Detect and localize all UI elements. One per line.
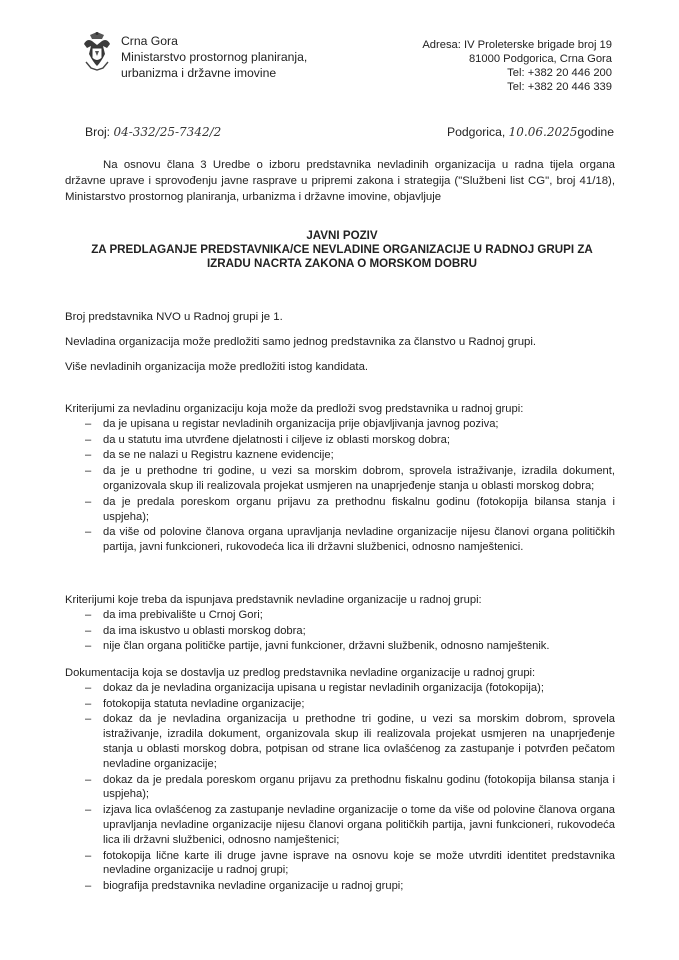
list-item: – fotokopija statuta nevladine organizacije; <box>85 697 615 712</box>
criteria-org-section <box>65 402 615 556</box>
criteria-org-lead: Kriterijumi za nevladinu organizaciju koja može da predloži svog predstavnika u radnoj grupi: <box>65 403 524 415</box>
reference-value: 04-332/25-7342/2 <box>113 125 222 139</box>
country-name: Crna Gora <box>121 34 178 48</box>
title-line-3: IZRADU NACRTA ZAKONA O MORSKOM DOBRU <box>206 257 478 270</box>
reference-number <box>85 125 221 139</box>
ministry-name-line-1: Ministarstvo prostornog planiranja, <box>121 50 308 64</box>
date-value: 10.06.2025 <box>508 125 578 139</box>
list-item: – biografija predstavnika nevladine organizacije u radnoj grupi; <box>85 879 615 894</box>
criteria-rep-list <box>65 608 615 654</box>
list-item: – da je upisana u registar nevladinih organizacija prije objavljivanja javnog poziva; <box>85 417 615 432</box>
address-block <box>414 38 612 94</box>
list-item: – dokaz da je nevladina organizacija u prethodne tri godine, u vezi sa morskim dobrom, sprovela istraživanje, izradila dokument, organizovala skup ili realizovala projekat usmjeren na unaprjeđenje stanja u oblasti morskog dobra, potpisan od strane lica ovlašćenog za zastupanje i potvrđen pečatom nevladine organizacije; <box>85 712 615 771</box>
document-title <box>66 229 618 271</box>
list-item: – da je predala poreskom organu prijavu za prethodnu fiskalnu godinu (fotokopija bilansa stanja i uspjeha); <box>85 495 615 525</box>
title-line-1: JAVNI POZIV <box>306 229 378 242</box>
ministry-name-line-2: urbanizma i državne imovine <box>121 66 277 80</box>
list-item: – izjava lica ovlašćenog za zastupanje nevladine organizacije o tome da više od polovine članova organa upravljanja nevladine organizacije nijesu članovi organa političkih partija, javni funkcioneri, rukovodeća lica ili državni službenici, odnosno namještenici; <box>85 803 615 847</box>
phone-2: Tel: +382 20 446 339 <box>507 81 612 93</box>
document-date <box>447 125 614 139</box>
documentation-list <box>65 681 615 894</box>
criteria-rep-lead: Kriterijumi koje treba da ispunjava predstavnik nevladine organizacije u radnoj grupi: <box>65 594 482 606</box>
same-candidate-rule: Više nevladinih organizacija može predložiti istog kandidata. <box>65 361 369 373</box>
list-item: – da više od polovine članova organa upravljanja nevladine organizacije nijesu članovi organa političkih partija, javni funkcioneri, rukovodeća lica ili državni službenici, odnosno namještenici. <box>85 525 615 555</box>
intro-paragraph: Na osnovu člana 3 Uredbe o izboru predstavnika nevladinih organizacija u radna tijela organa državne uprave i sprovođenju javne rasprave u pripremi zakona i strategija ("Službeni list CG", broj 41/18), Ministarstvo prostornog planiranja, urbanizma i državne imovine, objavljuje <box>65 159 615 203</box>
address-city: 81000 Podgorica, Crna Gora <box>468 53 612 65</box>
list-item: – da ima prebivalište u Crnoj Gori; <box>85 608 615 623</box>
representative-count: Broj predstavnika NVO u Radnoj grupi je 1. <box>65 311 283 323</box>
phone-1: Tel: +382 20 446 200 <box>507 67 612 79</box>
documentation-section <box>65 666 615 895</box>
documentation-lead: Dokumentacija koja se dostavlja uz predlog predstavnika nevladine organizacije u radnoj grupi: <box>65 667 536 679</box>
coat-of-arms-icon <box>81 32 113 72</box>
one-representative-rule: Nevladina organizacija može predložiti samo jednog predstavnika za članstvo u Radnoj grupi. <box>65 336 537 348</box>
list-item: – da ima iskustvo u oblasti morskog dobra; <box>85 624 615 639</box>
criteria-org-list <box>65 417 615 555</box>
list-item: – da je u prethodne tri godine, u vezi sa morskim dobrom, sprovela istraživanje, izradila dokument, organizovala skup ili realizovala projekat usmjeren na unaprjeđenje stanja u oblasti morskog dobra; <box>85 464 615 494</box>
reference-label: Broj: <box>85 125 111 139</box>
ministry-name-block <box>121 33 307 81</box>
date-place: Podgorica, <box>447 125 506 139</box>
list-item: – fotokopija lične karte ili druge javne isprave na osnovu koje se može utvrditi identitet predstavnika nevladine organizacije u radnoj grupi; <box>85 849 615 879</box>
date-suffix: godine <box>577 125 614 139</box>
list-item: – dokaz da je nevladina organizacija upisana u registar nevladinih organizacija (fotokopija); <box>85 681 615 696</box>
list-item: – da se ne nalazi u Registru kaznene evidencije; <box>85 448 615 463</box>
list-item: – da u statutu ima utvrđene djelatnosti i ciljeve iz oblasti morskog dobra; <box>85 433 615 448</box>
address-street: Adresa: IV Proleterske brigade broj 19 <box>422 39 612 51</box>
criteria-rep-section <box>65 593 615 655</box>
title-line-2: ZA PREDLAGANJE PREDSTAVNIKA/CE NEVLADINE ORGANIZACIJE U RADNOJ GRUPI ZA <box>91 243 593 256</box>
list-item: – nije član organa političke partije, javni funkcioner, državni službenik, odnosno namještenik. <box>85 639 615 654</box>
list-item: – dokaz da je predala poreskom organu prijavu za prethodnu fiskalnu godinu (fotokopija bilansa stanja i uspjeha); <box>85 773 615 803</box>
